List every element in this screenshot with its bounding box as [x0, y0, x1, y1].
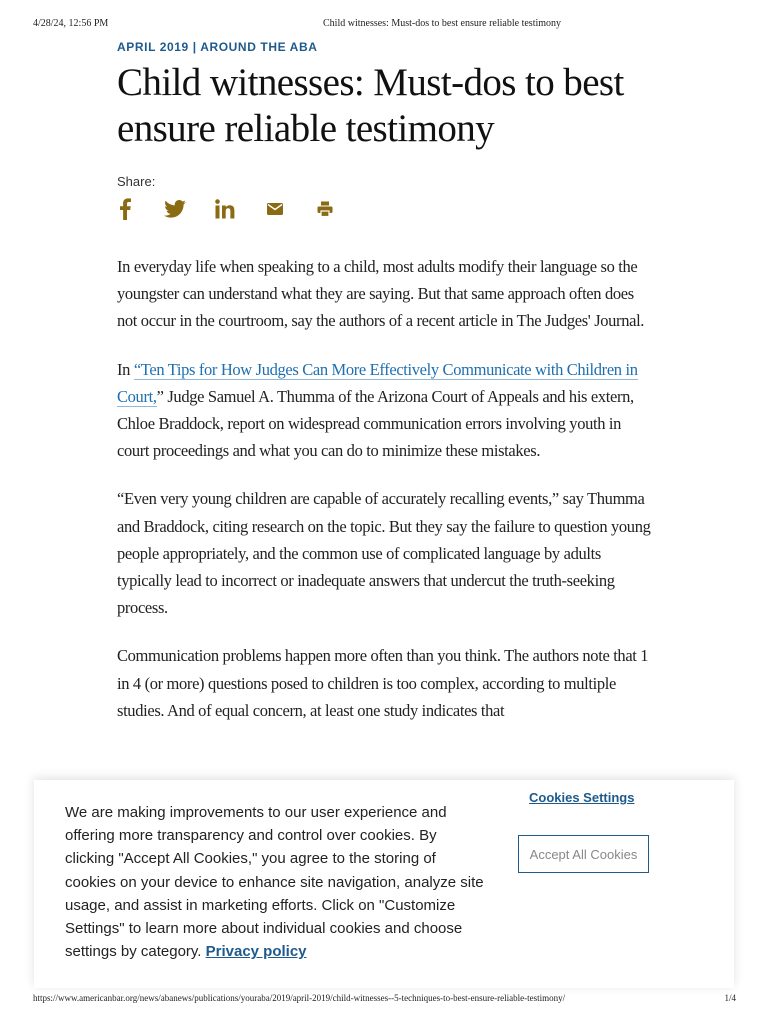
email-share-button[interactable]	[262, 196, 288, 222]
facebook-icon	[118, 198, 132, 220]
facebook-share-button[interactable]	[112, 196, 138, 222]
print-header	[33, 18, 735, 29]
cookie-consent-text	[65, 801, 485, 963]
accept-all-cookies-button[interactable]: Accept All Cookies	[518, 835, 649, 873]
email-icon	[267, 203, 283, 215]
print-icon	[317, 201, 333, 217]
print-share-button[interactable]	[312, 196, 338, 222]
article-body	[117, 253, 652, 745]
article-kicker: APRIL 2019 | AROUND THE ABA	[117, 40, 318, 54]
paragraph-text: In	[117, 359, 134, 379]
print-page-number: 1/4	[724, 993, 736, 1003]
cookie-consent-banner	[34, 780, 734, 988]
twitter-icon	[164, 200, 186, 218]
print-page-title: Child witnesses: Must-dos to best ensure reliable testimony	[323, 18, 562, 29]
article-paragraph: Communication problems happen more often than you think. The authors note that 1 in 4 (or more) questions posed to children is too complex, according to multiple studies. And of equal concern, at least one study indicates that	[117, 646, 649, 720]
privacy-policy-link[interactable]: Privacy policy	[205, 943, 307, 961]
linkedin-icon	[215, 199, 235, 219]
paragraph-text: ” Judge Samuel A. Thumma of the Arizona Court of Appeals and his extern, Chloe Braddock, report on widespread communication errors involving youth in court proceedings and what you can do to minimize these mistakes.	[117, 386, 634, 461]
share-label: Share:	[117, 174, 156, 189]
share-bar	[112, 196, 362, 222]
cookies-settings-button[interactable]: Cookies Settings	[529, 790, 635, 805]
linkedin-share-button[interactable]	[212, 196, 238, 222]
print-url: https://www.americanbar.org/news/abanews/publications/youraba/2019/april-2019/child-witnesses--5-techniques-to-best-ensure-reliable-testimony/	[33, 993, 566, 1003]
article-paragraph: “Even very young children are capable of accurately recalling events,” say Thumma and Braddock, citing research on the topic. But they say the failure to question young people appropriately, and the common use of complicated language by adults typically lead to incorrect or inadequate answers that undercut the truth-seeking process.	[117, 489, 651, 618]
ten-tips-article-link[interactable]: “Ten Tips for How Judges Can More Effectively Communicate with Children in Court,	[117, 359, 638, 406]
print-datetime: 4/28/24, 12:56 PM	[33, 18, 109, 29]
article-paragraph	[117, 356, 652, 465]
print-footer	[33, 993, 736, 1003]
article-title: Child witnesses: Must-dos to best ensure reliable testimony	[117, 61, 624, 150]
cookie-message: We are making improvements to our user experience and offering more transparency and control over cookies. By clicking "Accept All Cookies," you agree to the storing of cookies on your device to enhance site navigation, analyze site usage, and assist in marketing efforts. Click on "Customize Settings" to learn more about individual cookies and choose settings by category.	[65, 804, 484, 961]
article-paragraph: In everyday life when speaking to a child, most adults modify their language so the youngster can understand what they are saying. But that same approach often does not occur in the courtroom, say the authors of a recent article in The Judges' Journal.	[117, 257, 645, 331]
twitter-share-button[interactable]	[162, 196, 188, 222]
